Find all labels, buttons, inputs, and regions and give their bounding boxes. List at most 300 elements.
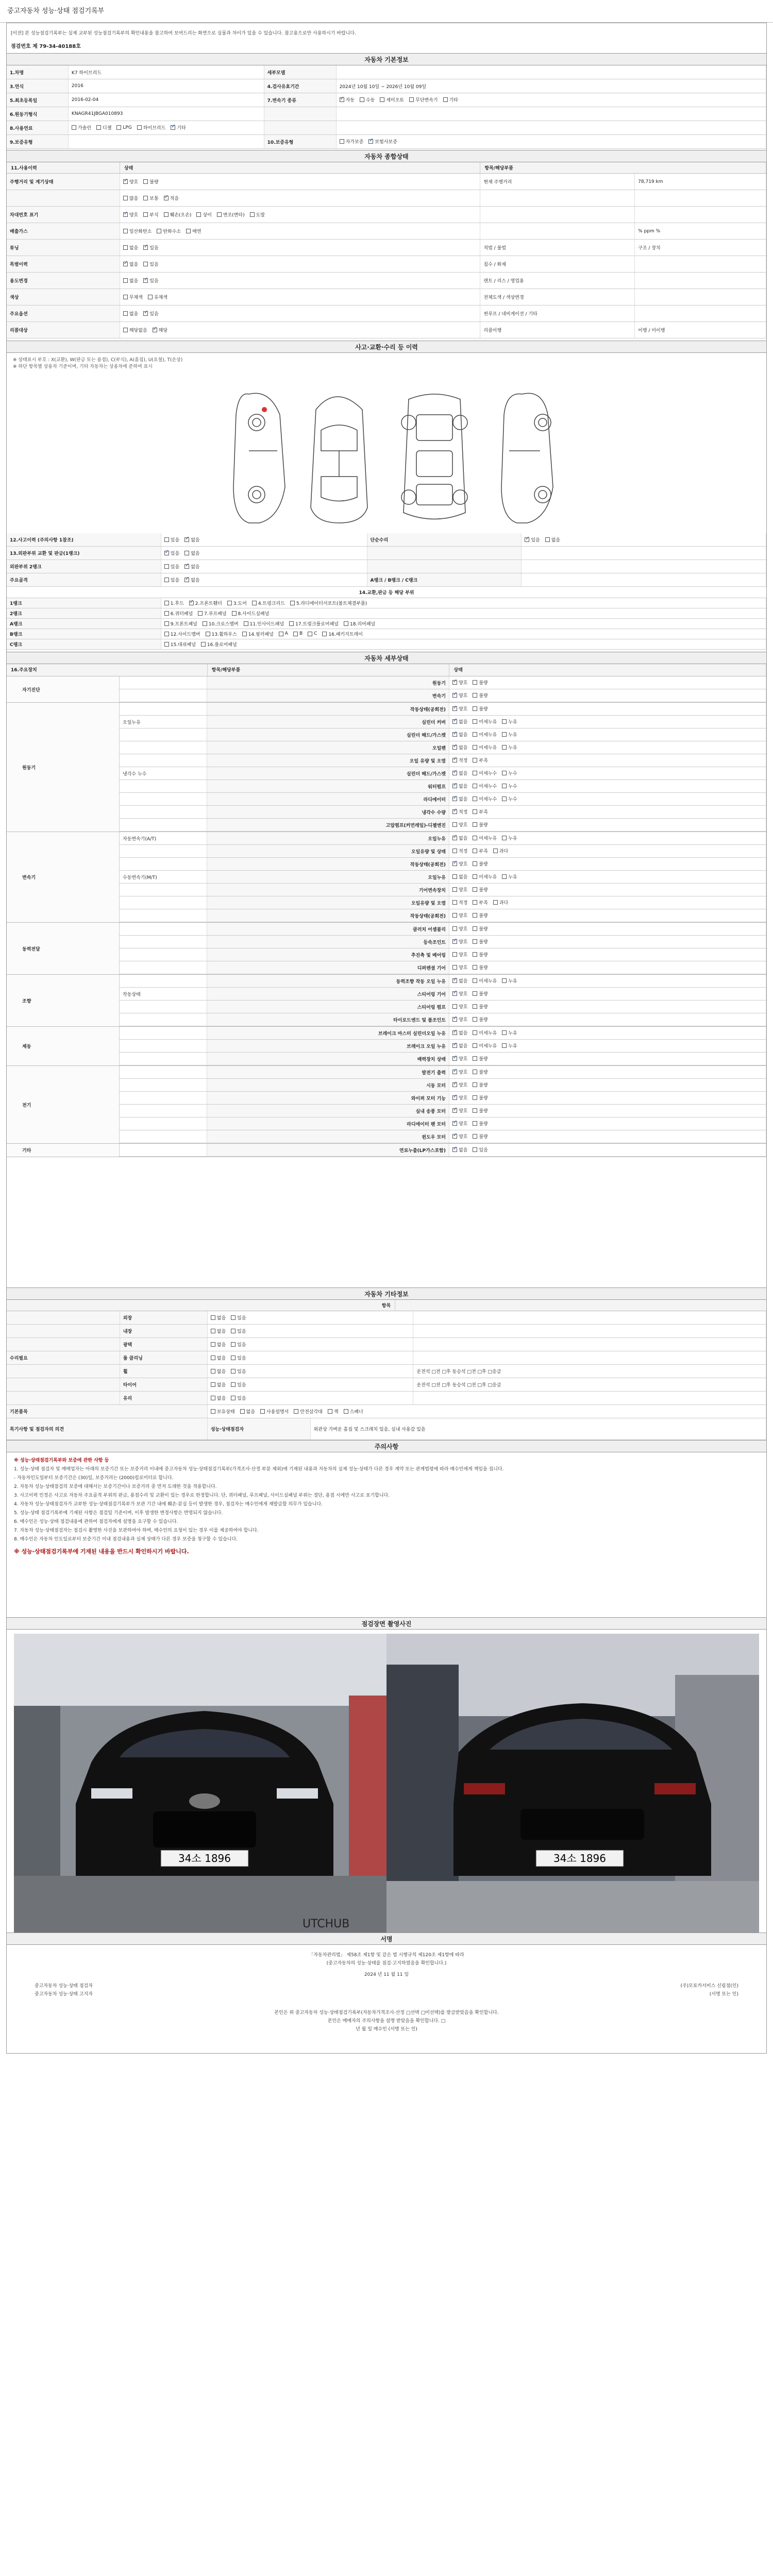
checkbox-option[interactable] [184,550,199,556]
checkbox-icon[interactable] [452,1134,457,1139]
checkbox-icon[interactable] [211,1382,215,1387]
checkbox-icon[interactable] [452,1095,457,1100]
checkbox-icon[interactable] [242,632,247,636]
checkbox-icon[interactable] [123,179,128,184]
checkbox-icon[interactable] [96,125,101,130]
checkbox-icon[interactable] [231,1355,236,1360]
checkbox-option[interactable] [473,718,497,725]
checkbox-icon[interactable] [164,564,169,569]
checkbox-icon[interactable] [452,991,457,996]
checkbox-option[interactable] [164,536,179,543]
checkbox-icon[interactable] [72,125,76,130]
checkbox-icon[interactable] [164,578,169,582]
checkbox-icon[interactable] [211,1369,215,1374]
checkbox-icon[interactable] [227,601,232,605]
checkbox-icon[interactable] [502,978,507,983]
checkbox-option[interactable] [198,610,226,617]
checkbox-icon[interactable] [231,1342,236,1347]
checkbox-icon[interactable] [493,900,498,905]
checkbox-option[interactable] [452,744,467,751]
checkbox-option[interactable] [473,990,488,997]
checkbox-option[interactable] [452,679,467,686]
checkbox-option[interactable] [123,211,138,218]
checkbox-option[interactable] [211,1354,226,1361]
checkbox-icon[interactable] [184,564,189,569]
checkbox-icon[interactable] [206,632,210,636]
checkbox-option[interactable] [473,925,488,932]
checkbox-option[interactable] [452,1055,467,1062]
checkbox-icon[interactable] [211,1396,215,1400]
checkbox-option[interactable] [473,1094,488,1101]
checkbox-option[interactable] [473,783,497,789]
checkbox-option[interactable] [164,610,193,617]
checkbox-icon[interactable] [473,706,477,711]
checkbox-option[interactable] [525,536,540,543]
checkbox-icon[interactable] [164,551,169,555]
checkbox-option[interactable] [452,1094,467,1101]
checkbox-option[interactable] [231,1381,246,1388]
checkbox-icon[interactable] [502,836,507,840]
checkbox-icon[interactable] [452,1056,457,1061]
checkbox-icon[interactable] [473,991,477,996]
checkbox-option[interactable] [201,641,237,648]
checkbox-option[interactable] [211,1368,226,1375]
checkbox-icon[interactable] [452,1043,457,1048]
checkbox-icon[interactable] [452,809,457,814]
checkbox-option[interactable] [452,731,467,738]
checkbox-option[interactable] [452,1133,467,1140]
checkbox-option[interactable] [502,1029,517,1036]
checkbox-icon[interactable] [123,196,128,200]
checkbox-icon[interactable] [211,1409,215,1414]
checkbox-icon[interactable] [143,262,148,266]
checkbox-option[interactable] [473,744,497,751]
checkbox-icon[interactable] [473,874,477,879]
checkbox-option[interactable] [473,795,497,802]
checkbox-icon[interactable] [196,212,201,217]
checkbox-icon[interactable] [473,680,477,685]
checkbox-option[interactable] [473,692,488,699]
checkbox-icon[interactable] [502,784,507,788]
checkbox-icon[interactable] [473,939,477,944]
checkbox-option[interactable] [452,757,467,764]
checkbox-option[interactable] [452,848,467,854]
checkbox-option[interactable] [211,1314,226,1321]
checkbox-icon[interactable] [452,1070,457,1074]
checkbox-icon[interactable] [322,632,327,636]
checkbox-option[interactable] [123,277,138,284]
checkbox-option[interactable] [452,977,467,984]
checkbox-icon[interactable] [143,196,148,200]
checkbox-option[interactable] [409,96,438,103]
checkbox-option[interactable] [189,600,222,606]
checkbox-option[interactable] [452,899,467,906]
checkbox-option[interactable] [473,705,488,712]
checkbox-option[interactable] [502,795,517,802]
checkbox-icon[interactable] [502,745,507,750]
checkbox-option[interactable] [380,96,404,103]
checkbox-icon[interactable] [143,212,148,217]
checkbox-icon[interactable] [473,1108,477,1113]
checkbox-icon[interactable] [231,1396,236,1400]
checkbox-option[interactable] [123,294,143,300]
checkbox-option[interactable] [211,1408,235,1415]
checkbox-icon[interactable] [290,601,295,605]
checkbox-option[interactable] [452,925,467,932]
checkbox-option[interactable] [196,211,211,218]
checkbox-icon[interactable] [260,1409,265,1414]
checkbox-option[interactable] [473,886,488,893]
checkbox-icon[interactable] [203,621,207,626]
checkbox-option[interactable] [502,1042,517,1049]
checkbox-option[interactable] [123,195,138,201]
checkbox-icon[interactable] [344,621,348,626]
checkbox-icon[interactable] [452,732,457,737]
checkbox-option[interactable] [206,631,237,637]
checkbox-icon[interactable] [502,1030,507,1035]
checkbox-option[interactable] [186,228,201,234]
checkbox-icon[interactable] [473,1095,477,1100]
checkbox-icon[interactable] [452,1108,457,1113]
checkbox-icon[interactable] [123,278,128,283]
checkbox-option[interactable] [473,873,497,880]
checkbox-option[interactable] [148,294,167,300]
checkbox-icon[interactable] [186,229,191,233]
checkbox-icon[interactable] [123,212,128,217]
checkbox-option[interactable] [123,178,138,185]
checkbox-icon[interactable] [184,578,189,582]
checkbox-icon[interactable] [473,1147,477,1152]
checkbox-icon[interactable] [279,632,283,636]
checkbox-option[interactable] [473,1133,488,1140]
checkbox-option[interactable] [473,977,497,984]
checkbox-icon[interactable] [452,1004,457,1009]
checkbox-option[interactable] [452,1069,467,1075]
checkbox-icon[interactable] [184,551,189,555]
checkbox-option[interactable] [452,1016,467,1023]
checkbox-option[interactable] [290,600,367,606]
checkbox-icon[interactable] [452,1082,457,1087]
checkbox-option[interactable] [493,848,508,854]
checkbox-icon[interactable] [123,311,128,316]
checkbox-option[interactable] [452,1003,467,1010]
checkbox-option[interactable] [502,873,517,880]
checkbox-icon[interactable] [502,719,507,724]
checkbox-icon[interactable] [452,849,457,853]
checkbox-option[interactable] [252,600,285,606]
checkbox-icon[interactable] [473,1043,477,1048]
checkbox-icon[interactable] [502,771,507,775]
checkbox-option[interactable] [143,244,158,251]
checkbox-option[interactable] [123,244,138,251]
checkbox-icon[interactable] [293,632,298,636]
checkbox-option[interactable] [123,261,138,267]
checkbox-icon[interactable] [473,771,477,775]
checkbox-option[interactable] [473,1003,488,1010]
checkbox-icon[interactable] [137,125,142,130]
checkbox-option[interactable] [452,808,467,815]
checkbox-icon[interactable] [289,621,294,626]
checkbox-option[interactable] [360,96,375,103]
checkbox-option[interactable] [473,951,488,958]
checkbox-icon[interactable] [198,611,203,616]
checkbox-option[interactable] [473,821,488,828]
checkbox-icon[interactable] [502,874,507,879]
checkbox-option[interactable] [227,600,247,606]
checkbox-icon[interactable] [157,229,161,233]
checkbox-icon[interactable] [452,978,457,983]
checkbox-icon[interactable] [473,1134,477,1139]
checkbox-icon[interactable] [244,621,248,626]
checkbox-option[interactable] [452,705,467,712]
checkbox-option[interactable] [452,860,467,867]
checkbox-icon[interactable] [452,913,457,918]
checkbox-option[interactable] [184,563,199,570]
checkbox-icon[interactable] [452,926,457,931]
checkbox-option[interactable] [452,821,467,828]
checkbox-option[interactable] [473,1069,488,1075]
checkbox-icon[interactable] [250,212,255,217]
checkbox-icon[interactable] [473,1056,477,1061]
checkbox-icon[interactable] [473,732,477,737]
checkbox-option[interactable] [473,1081,488,1088]
checkbox-icon[interactable] [123,328,128,332]
checkbox-icon[interactable] [171,125,175,130]
checkbox-icon[interactable] [473,822,477,827]
checkbox-option[interactable] [308,631,317,636]
checkbox-icon[interactable] [473,1082,477,1087]
checkbox-icon[interactable] [143,278,148,283]
checkbox-option[interactable] [203,620,239,627]
checkbox-icon[interactable] [143,311,148,316]
checkbox-option[interactable] [164,577,179,583]
checkbox-option[interactable] [322,631,362,637]
checkbox-icon[interactable] [452,771,457,775]
checkbox-icon[interactable] [452,836,457,840]
checkbox-icon[interactable] [473,900,477,905]
checkbox-option[interactable] [164,563,179,570]
checkbox-option[interactable] [137,124,165,131]
checkbox-option[interactable] [123,310,138,317]
checkbox-option[interactable] [473,899,488,906]
checkbox-option[interactable] [242,631,274,637]
checkbox-option[interactable] [171,124,186,131]
checkbox-icon[interactable] [443,97,448,102]
checkbox-option[interactable] [143,261,158,267]
checkbox-option[interactable] [164,550,179,556]
checkbox-icon[interactable] [344,1409,348,1414]
checkbox-icon[interactable] [123,295,128,299]
checkbox-icon[interactable] [473,758,477,762]
checkbox-option[interactable] [452,783,467,789]
checkbox-option[interactable] [211,1381,226,1388]
checkbox-option[interactable] [473,1146,488,1153]
checkbox-option[interactable] [231,1368,246,1375]
checkbox-option[interactable] [184,577,199,583]
checkbox-option[interactable] [344,620,375,627]
checkbox-icon[interactable] [452,758,457,762]
checkbox-icon[interactable] [452,796,457,801]
checkbox-icon[interactable] [164,611,169,616]
checkbox-icon[interactable] [452,706,457,711]
checkbox-option[interactable] [452,1120,467,1127]
checkbox-icon[interactable] [473,1017,477,1022]
checkbox-option[interactable] [293,631,303,636]
checkbox-option[interactable] [473,757,488,764]
checkbox-icon[interactable] [452,1121,457,1126]
checkbox-icon[interactable] [211,1315,215,1320]
checkbox-icon[interactable] [340,97,344,102]
checkbox-icon[interactable] [473,1121,477,1126]
checkbox-icon[interactable] [308,632,312,636]
checkbox-icon[interactable] [452,1017,457,1022]
checkbox-option[interactable] [211,1328,226,1334]
checkbox-option[interactable] [473,848,488,854]
checkbox-icon[interactable] [380,97,384,102]
checkbox-option[interactable] [143,211,158,218]
checkbox-icon[interactable] [211,1329,215,1333]
checkbox-option[interactable] [502,744,517,751]
checkbox-option[interactable] [473,1107,488,1114]
checkbox-option[interactable] [502,718,517,725]
checkbox-option[interactable] [164,600,184,606]
checkbox-icon[interactable] [360,97,364,102]
checkbox-icon[interactable] [452,952,457,957]
checkbox-option[interactable] [211,1341,226,1348]
checkbox-option[interactable] [153,327,167,333]
checkbox-icon[interactable] [452,693,457,698]
checkbox-icon[interactable] [368,139,373,144]
checkbox-icon[interactable] [231,1382,236,1387]
checkbox-option[interactable] [473,860,488,867]
checkbox-icon[interactable] [502,796,507,801]
checkbox-option[interactable] [231,1354,246,1361]
checkbox-option[interactable] [184,536,199,543]
checkbox-icon[interactable] [211,1355,215,1360]
checkbox-option[interactable] [240,1408,255,1415]
checkbox-icon[interactable] [452,784,457,788]
checkbox-icon[interactable] [123,245,128,250]
checkbox-option[interactable] [502,977,517,984]
checkbox-option[interactable] [473,1120,488,1127]
checkbox-icon[interactable] [123,229,128,233]
checkbox-icon[interactable] [123,262,128,266]
checkbox-option[interactable] [143,310,158,317]
checkbox-option[interactable] [502,835,517,841]
checkbox-option[interactable] [244,620,284,627]
checkbox-icon[interactable] [231,1329,236,1333]
checkbox-option[interactable] [260,1408,289,1415]
checkbox-option[interactable] [452,770,467,776]
checkbox-option[interactable] [452,795,467,802]
checkbox-option[interactable] [452,912,467,919]
checkbox-option[interactable] [502,783,517,789]
checkbox-option[interactable] [211,1395,226,1401]
checkbox-icon[interactable] [148,295,153,299]
checkbox-option[interactable] [452,886,467,893]
checkbox-icon[interactable] [164,621,169,626]
checkbox-option[interactable] [452,718,467,725]
checkbox-option[interactable] [164,195,179,201]
checkbox-icon[interactable] [473,1004,477,1009]
checkbox-icon[interactable] [231,1315,236,1320]
checkbox-option[interactable] [232,610,270,617]
checkbox-icon[interactable] [473,887,477,892]
checkbox-option[interactable] [368,138,397,145]
checkbox-option[interactable] [164,620,197,627]
checkbox-option[interactable] [452,990,467,997]
checkbox-option[interactable] [231,1314,246,1321]
checkbox-icon[interactable] [473,965,477,970]
checkbox-option[interactable] [294,1408,322,1415]
checkbox-option[interactable] [473,1029,497,1036]
checkbox-option[interactable] [116,125,131,130]
checkbox-icon[interactable] [473,1070,477,1074]
checkbox-option[interactable] [328,1408,339,1415]
checkbox-icon[interactable] [217,212,222,217]
checkbox-icon[interactable] [201,642,206,647]
checkbox-icon[interactable] [473,1030,477,1035]
checkbox-icon[interactable] [473,926,477,931]
checkbox-icon[interactable] [211,1342,215,1347]
checkbox-icon[interactable] [164,601,169,605]
checkbox-option[interactable] [452,951,467,958]
checkbox-icon[interactable] [164,642,169,647]
checkbox-option[interactable] [231,1328,246,1334]
checkbox-option[interactable] [452,1042,467,1049]
checkbox-option[interactable] [452,964,467,971]
checkbox-option[interactable] [344,1408,363,1415]
checkbox-option[interactable] [72,124,91,131]
checkbox-option[interactable] [452,835,467,841]
checkbox-option[interactable] [143,277,158,284]
checkbox-icon[interactable] [473,796,477,801]
checkbox-option[interactable] [502,770,517,776]
checkbox-option[interactable] [452,873,467,880]
checkbox-icon[interactable] [452,861,457,866]
checkbox-option[interactable] [143,195,158,201]
checkbox-icon[interactable] [452,1030,457,1035]
checkbox-option[interactable] [452,938,467,945]
checkbox-icon[interactable] [473,693,477,698]
checkbox-icon[interactable] [473,745,477,750]
checkbox-icon[interactable] [231,1369,236,1374]
checkbox-icon[interactable] [473,952,477,957]
checkbox-icon[interactable] [143,245,148,250]
checkbox-icon[interactable] [340,139,344,144]
checkbox-option[interactable] [473,1042,497,1049]
checkbox-icon[interactable] [473,784,477,788]
checkbox-icon[interactable] [493,849,498,853]
checkbox-icon[interactable] [409,97,414,102]
checkbox-icon[interactable] [164,196,169,200]
checkbox-option[interactable] [502,731,517,738]
checkbox-option[interactable] [143,178,158,185]
checkbox-icon[interactable] [116,125,121,130]
checkbox-icon[interactable] [473,861,477,866]
checkbox-option[interactable] [157,228,181,234]
checkbox-option[interactable] [452,1029,467,1036]
checkbox-option[interactable] [231,1341,246,1348]
checkbox-icon[interactable] [452,965,457,970]
checkbox-icon[interactable] [452,900,457,905]
checkbox-icon[interactable] [473,849,477,853]
checkbox-icon[interactable] [164,537,169,542]
checkbox-icon[interactable] [545,537,550,542]
checkbox-option[interactable] [340,138,364,145]
checkbox-icon[interactable] [452,939,457,944]
checkbox-option[interactable] [473,679,488,686]
